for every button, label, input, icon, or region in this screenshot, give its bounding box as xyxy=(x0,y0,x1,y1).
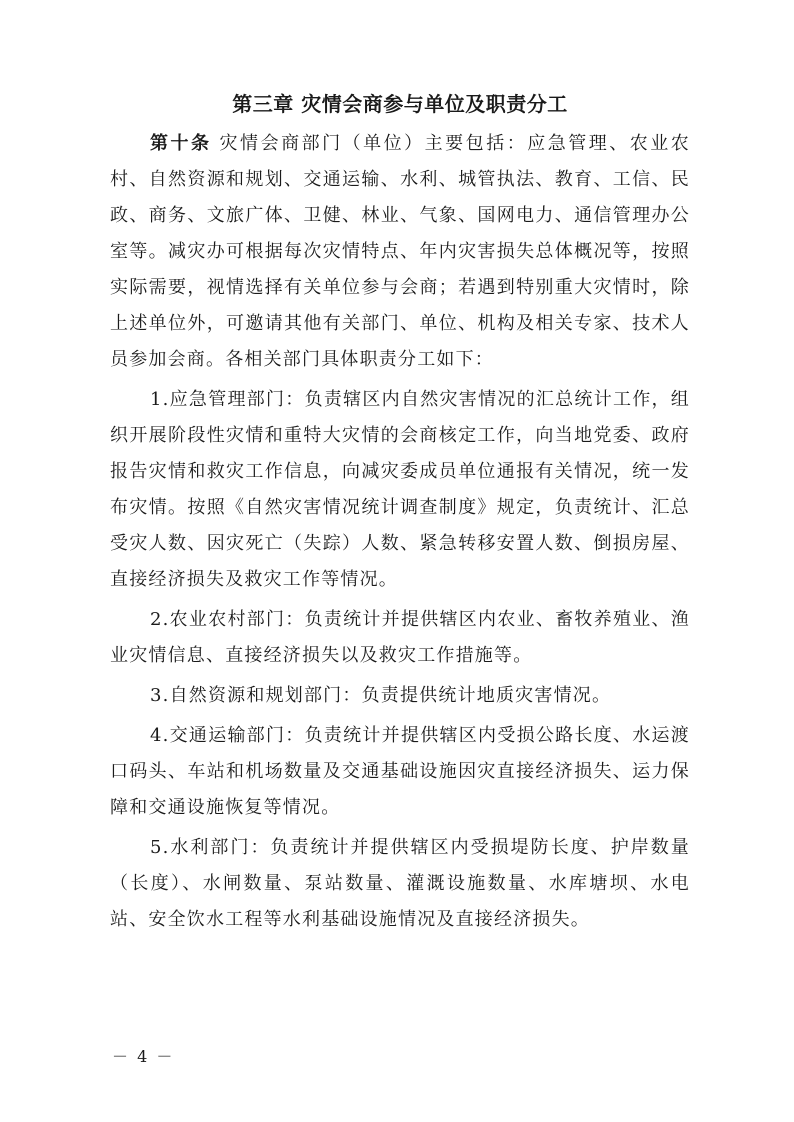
duty-item-4: 4.交通运输部门：负责统计并提供辖区内受损公路长度、水运渡口码头、车站和机场数量及交通基础设施因灾直接经济损失、运力保障和交通设施恢复等情况。 xyxy=(110,725,690,818)
duty-item-5: 5.水利部门：负责统计并提供辖区内受损堤防长度、护岸数量（长度）、水闸数量、泵站数量、灌溉设施数量、水库塘坝、水电站、安全饮水工程等水利基础设施情况及直接经济损失。 xyxy=(110,837,690,930)
article-text: 灾情会商部门（单位）主要包括：应急管理、农业农村、自然资源和规划、交通运输、水利、城管执法、教育、工信、民政、商务、文旅广体、卫健、林业、气象、国网电力、通信管理办公室等。减灾办可根据每次灾情特点、年内灾害损失总体概况等，按照实际需要，视情选择有关单位参与会商；若遇到特别重大灾情时，除上述单位外，可邀请其他有关部门、单位、机构及相关专家、技术人员参加会商。各相关部门具体职责分工如下： xyxy=(110,133,690,370)
duty-item-3: 3.自然资源和规划部门：负责提供统计地质灾害情况。 xyxy=(150,685,612,706)
duty-item-1: 1.应急管理部门：负责辖区内自然灾害情况的汇总统计工作，组织开展阶段性灾情和重特大灾情的会商核定工作，向当地党委、政府报告灾情和救灾工作信息，向减灾委成员单位通报有关情况，统一发布灾情。按照《自然灾害情况统计调查制度》规定，负责统计、汇总受灾人数、因灾死亡（失踪）人数、紧急转移安置人数、倒损房屋、直接经济损失及救灾工作等情况。 xyxy=(110,389,690,590)
page-number: － 4 － xyxy=(112,1047,175,1066)
duty-item-2: 2.农业农村部门：负责统计并提供辖区内农业、畜牧养殖业、渔业灾情信息、直接经济损失以及救灾工作措施等。 xyxy=(110,609,690,666)
article-paragraph xyxy=(110,126,690,378)
chapter-title: 第三章 灾情会商参与单位及职责分工 xyxy=(232,92,568,116)
article-label: 第十条 xyxy=(150,133,212,154)
document-page xyxy=(110,88,690,938)
